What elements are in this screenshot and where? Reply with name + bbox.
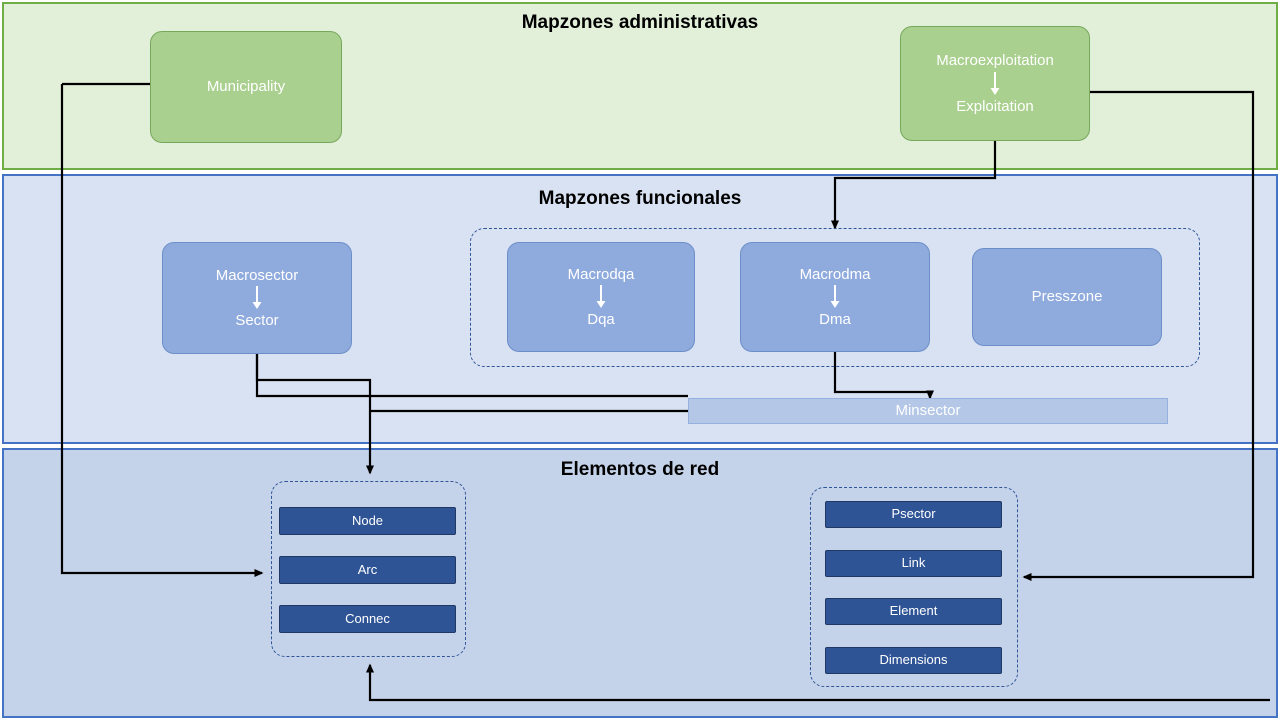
node-sector-label: Sector	[235, 312, 279, 329]
node-municipality-label: Municipality	[206, 78, 286, 96]
down-arrow-icon	[988, 71, 1002, 97]
node-municipality[interactable]	[150, 31, 342, 143]
node-psector-label: Psector	[891, 506, 936, 522]
node-macrodqa[interactable]	[507, 242, 695, 352]
node-macrodqa-label: Macrodqa	[567, 265, 635, 283]
band-administrative-title: Mapzones administrativas	[521, 12, 759, 33]
node-macrosector[interactable]	[162, 242, 352, 354]
node-arc[interactable]	[279, 556, 456, 584]
node-element-label: Element	[889, 603, 938, 619]
node-macrodma[interactable]	[740, 242, 930, 352]
node-connec-label: Connec	[345, 610, 390, 626]
band-network	[2, 448, 1278, 718]
node-dimensions-label: Dimensions	[879, 652, 948, 668]
node-link[interactable]	[825, 550, 1002, 577]
node-exploitation-label: Exploitation	[956, 97, 1034, 115]
node-link-label: Link	[901, 555, 926, 571]
node-macrosector-label: Macrosector	[215, 266, 299, 284]
down-arrow-icon	[594, 284, 608, 310]
node-node[interactable]	[279, 507, 456, 535]
node-macroexploitation-label: Macroexploitation	[936, 52, 1054, 70]
node-macrodma-label: Macrodma	[799, 265, 871, 283]
node-minsector[interactable]	[688, 398, 1168, 424]
node-presszone[interactable]	[972, 248, 1162, 346]
node-connec[interactable]	[279, 605, 456, 633]
node-dma-label: Dma	[819, 311, 851, 328]
node-minsector-label: Minsector	[895, 402, 961, 420]
node-macroexploitation[interactable]	[900, 26, 1090, 141]
band-functional-title: Mapzones funcionales	[538, 188, 742, 209]
down-arrow-icon	[828, 284, 842, 310]
band-network-title: Elementos de red	[560, 459, 720, 480]
down-arrow-icon	[250, 285, 264, 311]
node-arc-label: Arc	[357, 561, 378, 577]
node-psector[interactable]	[825, 501, 1002, 528]
node-node-label: Node	[351, 512, 384, 528]
node-dimensions[interactable]	[825, 647, 1002, 674]
node-presszone-label: Presszone	[1031, 288, 1103, 306]
node-dqa-label: Dqa	[587, 311, 615, 328]
node-element[interactable]	[825, 598, 1002, 625]
